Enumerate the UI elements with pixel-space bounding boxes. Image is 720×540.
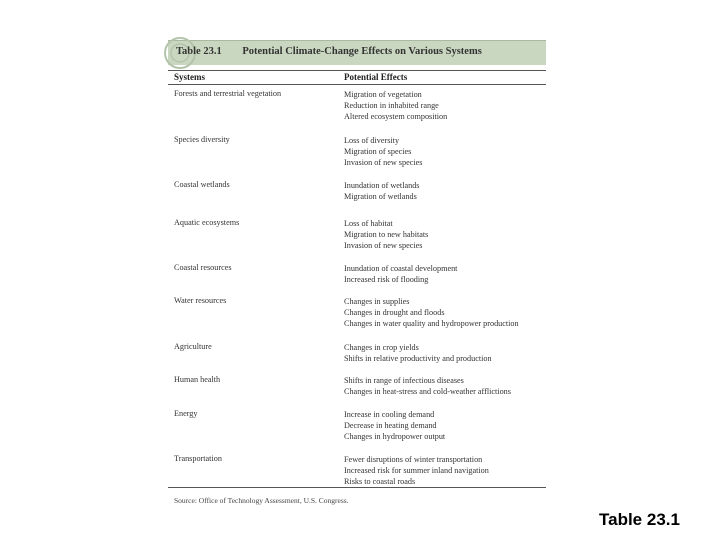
effect-item: Risks to coastal roads — [344, 477, 416, 487]
effects-cell — [344, 135, 422, 169]
effects-cell — [344, 89, 447, 123]
effect-item: Increase in cooling demand — [344, 410, 435, 419]
table-title: Potential Climate-Change Effects on Various Systems — [242, 46, 482, 57]
source-note: Source: Office of Technology Assessment, U.S. Congress. — [174, 496, 349, 505]
effect-item: Shifts in relative productivity and production — [344, 354, 492, 364]
system-cell: Coastal wetlands — [174, 180, 230, 189]
system-cell: Coastal resources — [174, 263, 232, 272]
effect-item: Increased risk of flooding — [344, 275, 429, 285]
effect-item: Reduction in inhabited range — [344, 101, 439, 111]
effect-item: Changes in hydropower output — [344, 432, 446, 442]
effect-item: Changes in crop yields — [344, 343, 419, 352]
system-cell: Energy — [174, 409, 198, 418]
effect-item: Loss of habitat — [344, 219, 393, 228]
table-number: Table 23.1 — [176, 46, 222, 57]
header-rule-top — [168, 70, 546, 71]
effect-item: Changes in drought and floods — [344, 308, 445, 318]
effects-cell — [344, 454, 489, 488]
effect-item: Decrease in heating demand — [344, 421, 437, 431]
effect-item: Shifts in range of infectious diseases — [344, 376, 464, 385]
system-cell: Transportation — [174, 454, 222, 463]
effect-item: Invasion of new species — [344, 158, 423, 168]
effects-cell — [344, 342, 492, 364]
table-figure — [168, 40, 546, 510]
effect-item: Inundation of wetlands — [344, 181, 420, 190]
effect-item: Loss of diversity — [344, 136, 400, 145]
header-rule-bottom — [168, 84, 546, 85]
table-title-banner — [168, 40, 546, 65]
effect-item: Invasion of new species — [344, 241, 423, 251]
system-cell: Water resources — [174, 296, 227, 305]
effects-cell — [344, 296, 519, 330]
effects-cell — [344, 409, 445, 443]
effect-item: Migration of wetlands — [344, 192, 417, 202]
effect-item: Altered ecosystem composition — [344, 112, 448, 122]
column-header-systems: Systems — [174, 72, 205, 82]
effects-cell — [344, 218, 428, 252]
effect-item: Changes in water quality and hydropower production — [344, 319, 519, 329]
column-header-effects: Potential Effects — [344, 72, 408, 82]
effect-item: Fewer disruptions of winter transportation — [344, 455, 483, 464]
effect-item: Changes in heat-stress and cold-weather afflictions — [344, 387, 511, 397]
effect-item: Migration of vegetation — [344, 90, 422, 99]
system-cell: Human health — [174, 375, 221, 384]
effects-cell — [344, 375, 511, 397]
effect-item: Changes in supplies — [344, 297, 410, 306]
system-cell: Aquatic ecosystems — [174, 218, 240, 227]
slide-caption: Table 23.1 — [599, 510, 680, 529]
effects-cell — [344, 180, 420, 202]
effect-item: Inundation of coastal development — [344, 264, 458, 273]
effect-item: Migration to new habitats — [344, 230, 429, 240]
system-cell: Forests and terrestrial vegetation — [174, 89, 282, 98]
effects-cell — [344, 263, 457, 285]
effect-item: Migration of species — [344, 147, 412, 157]
system-cell: Agriculture — [174, 342, 212, 351]
system-cell: Species diversity — [174, 135, 230, 144]
footer-rule — [168, 487, 546, 488]
effect-item: Increased risk for summer inland navigation — [344, 466, 489, 476]
